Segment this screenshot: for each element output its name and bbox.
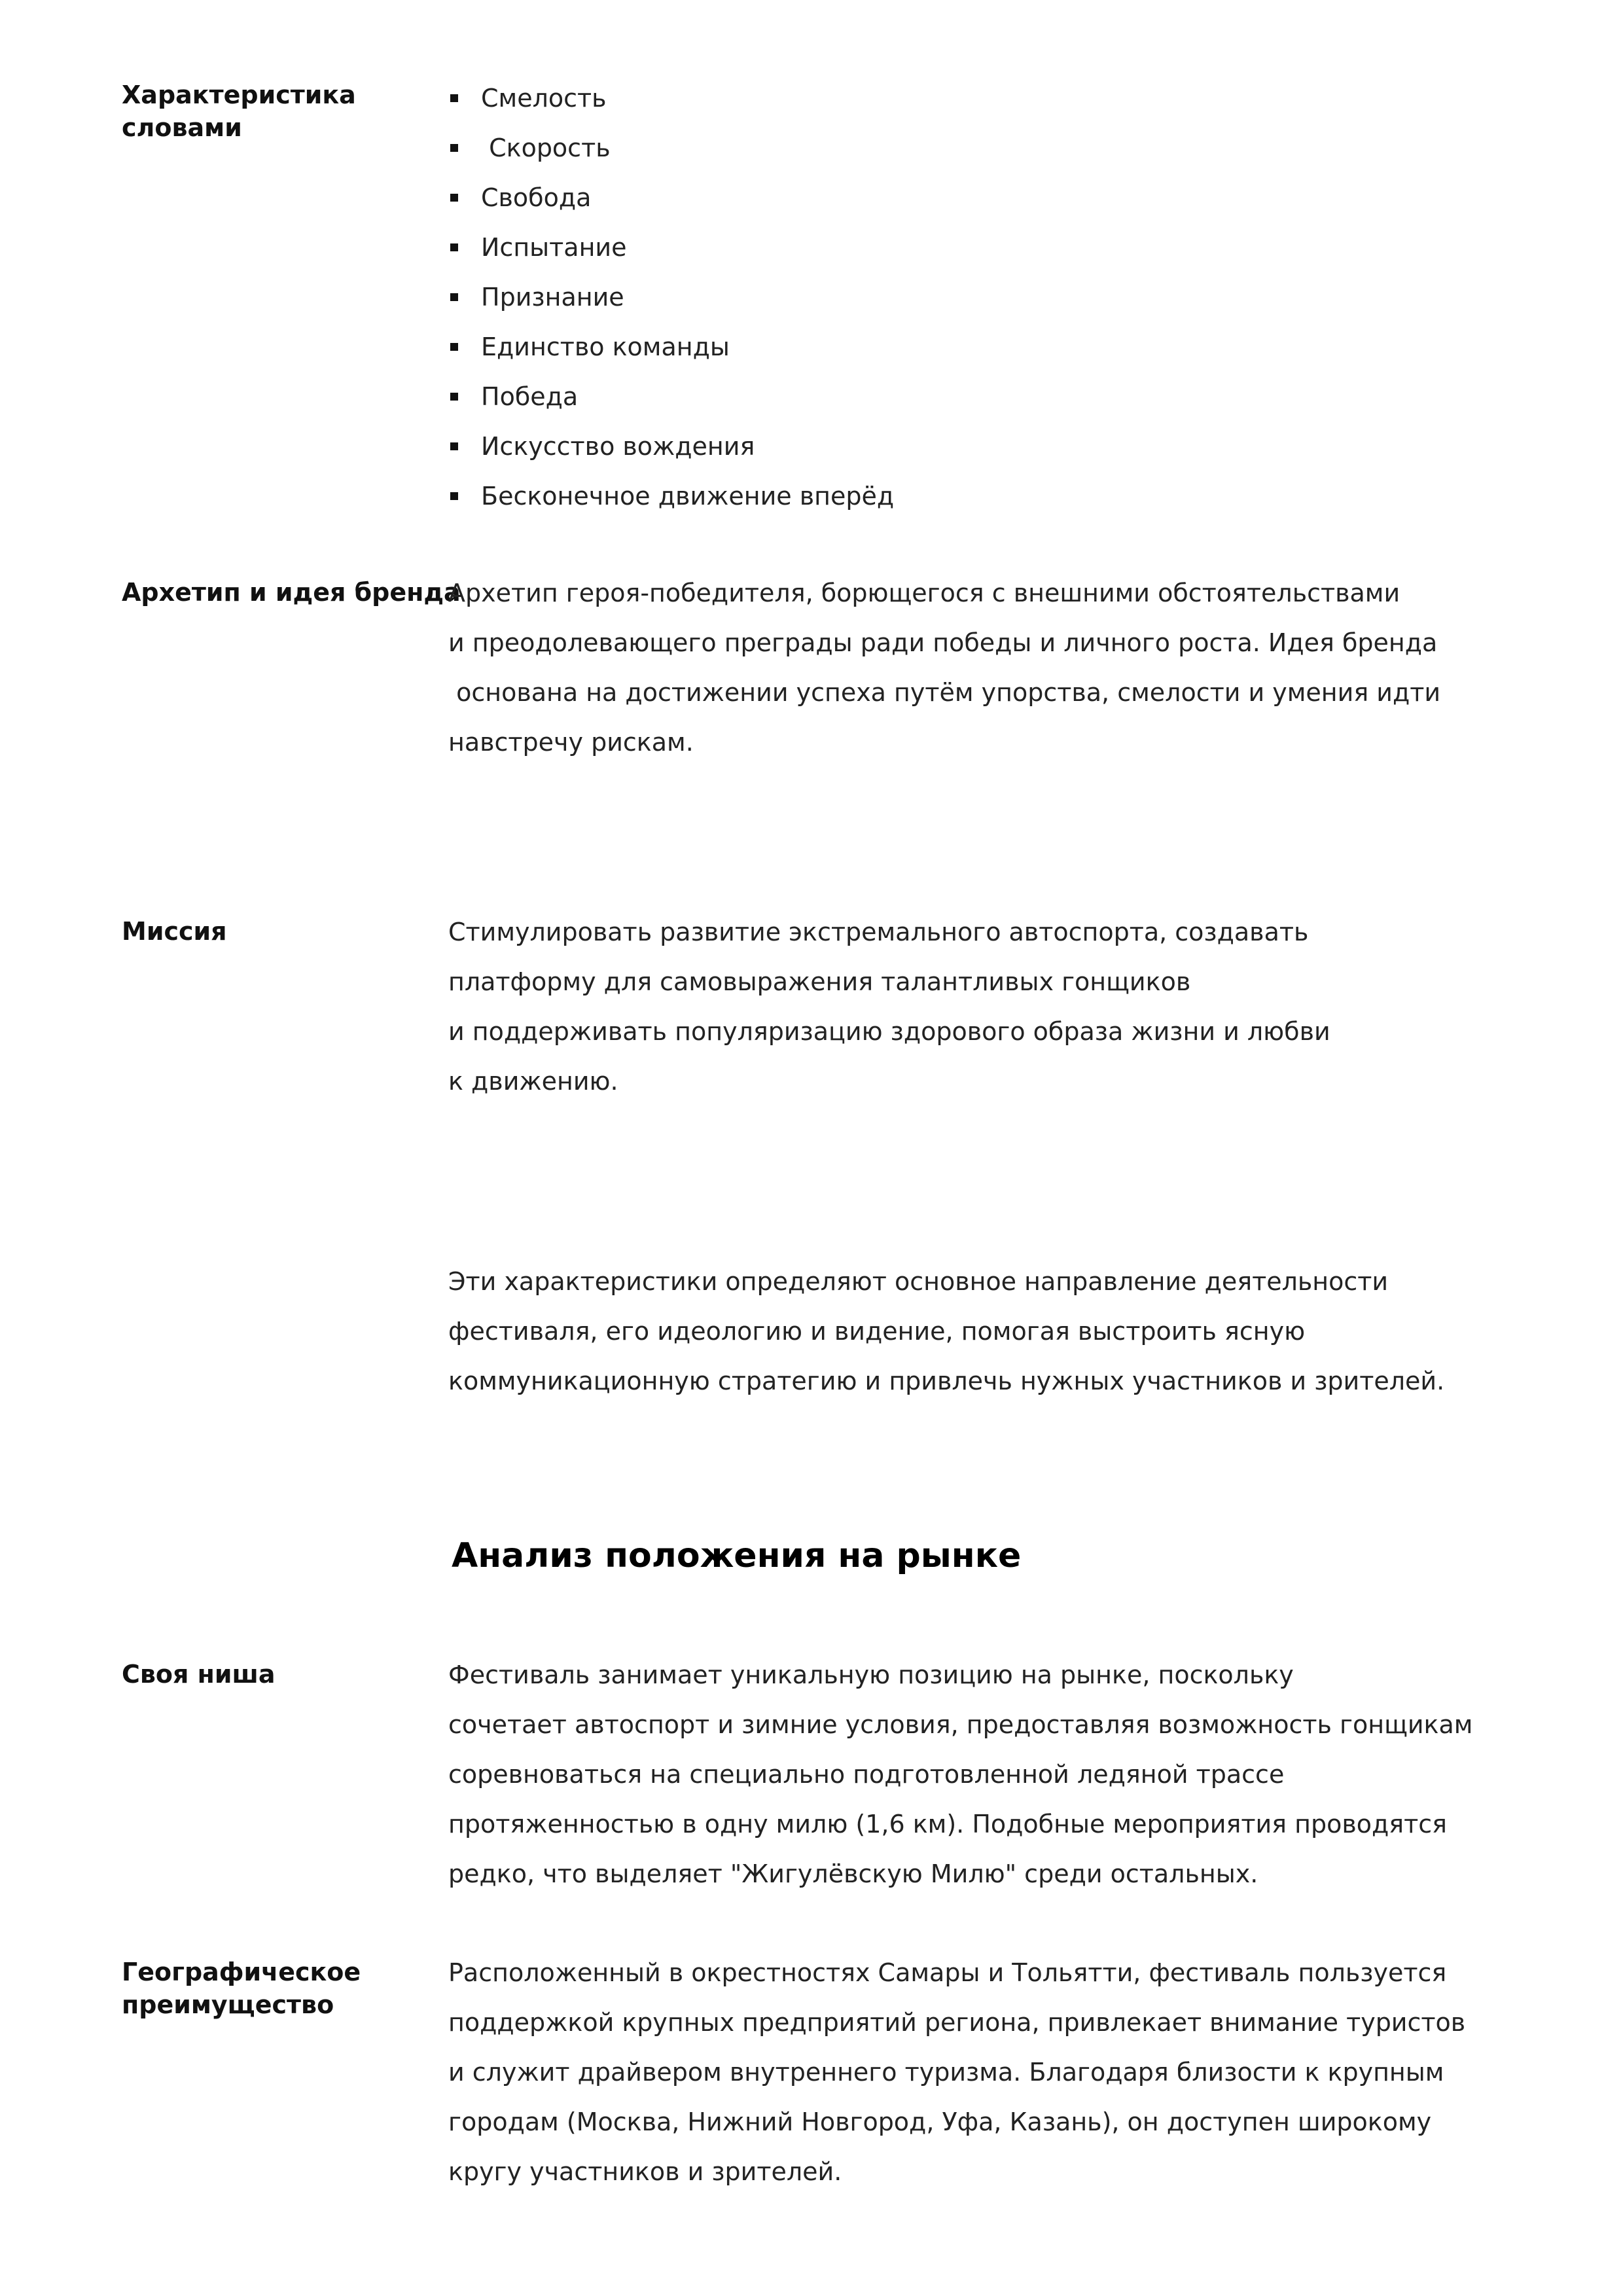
paragraph-line: Эти характеристики определяют основное направление деятельности [448, 1267, 1389, 1296]
paragraph-line: основана на достижении успеха путём упорства, смелости и умения идти [448, 678, 1441, 707]
characteristics-label-line: словами [122, 113, 242, 142]
list-item [448, 372, 894, 422]
paragraph-line: платформу для самовыражения талантливых гонщиков [448, 967, 1191, 996]
square-bullet-icon [450, 243, 458, 251]
paragraph-line: к движению. [448, 1067, 618, 1096]
square-bullet-icon [450, 343, 458, 351]
list-item [448, 123, 894, 173]
paragraph-line: Архетип героя-победителя, борющегося с внешними обстоятельствами [448, 579, 1400, 607]
geography-paragraph [448, 1948, 1508, 2197]
square-bullet-icon [450, 144, 458, 152]
paragraph-line: коммуникационную стратегию и привлечь нужных участников и зрителей. [448, 1367, 1445, 1395]
list-item-text: Скорость [481, 134, 611, 162]
geography-label-line: Географическое [122, 1958, 361, 1986]
paragraph-line: соревноваться на специально подготовленной ледяной трассе [448, 1760, 1285, 1789]
paragraph-line: и служит драйвером внутреннего туризма. Благодаря близости к крупным [448, 2058, 1444, 2087]
archetype-label-text: Архетип и идея бренда [122, 578, 461, 607]
square-bullet-icon [450, 194, 458, 202]
list-item-text: Бесконечное движение вперёд [481, 482, 895, 511]
paragraph-line: и преодолевающего преграды ради победы и личного роста. Идея бренда [448, 628, 1438, 657]
archetype-label [122, 576, 461, 609]
square-bullet-icon [450, 293, 458, 301]
niche-label [122, 1658, 429, 1691]
list-item [448, 73, 894, 123]
paragraph-line: поддержкой крупных предприятий региона, привлекает внимание туристов [448, 2008, 1466, 2037]
characteristics-label [122, 79, 429, 144]
paragraph-line: редко, что выделяет "Жигулёвскую Милю" среди остальных. [448, 1859, 1258, 1888]
paragraph-line: кругу участников и зрителей. [448, 2157, 842, 2186]
mission-paragraph [448, 907, 1508, 1106]
characteristics-list [448, 73, 894, 521]
summary-paragraph [448, 1257, 1508, 1406]
list-item-text: Единство команды [481, 332, 730, 361]
list-item-text: Свобода [481, 183, 592, 212]
section-title: Анализ положения на рынке [452, 1536, 1022, 1575]
niche-paragraph [448, 1650, 1508, 1899]
mission-label [122, 915, 429, 948]
list-item [448, 322, 894, 372]
paragraph-line: Стимулировать развитие экстремального автоспорта, создавать [448, 918, 1309, 946]
list-item-text: Победа [481, 382, 579, 411]
paragraph-line: навстречу рискам. [448, 728, 694, 757]
list-item [448, 272, 894, 322]
paragraph-line: Фестиваль занимает уникальную позицию на рынке, поскольку [448, 1660, 1294, 1689]
square-bullet-icon [450, 393, 458, 401]
paragraph-line: и поддерживать популяризацию здорового образа жизни и любви [448, 1017, 1330, 1046]
mission-label-text: Миссия [122, 917, 227, 946]
archetype-paragraph [448, 568, 1508, 767]
list-item [448, 422, 894, 471]
list-item [448, 173, 894, 223]
niche-label-text: Своя ниша [122, 1660, 276, 1689]
list-item-text: Смелость [481, 84, 607, 113]
square-bullet-icon [450, 492, 458, 500]
list-item [448, 223, 894, 272]
square-bullet-icon [450, 442, 458, 450]
list-item-text: Испытание [481, 233, 627, 262]
paragraph-line: сочетает автоспорт и зимние условия, предоставляя возможность гонщикам [448, 1710, 1473, 1739]
paragraph-line: городам (Москва, Нижний Новгород, Уфа, Казань), он доступен широкому [448, 2108, 1432, 2136]
list-item-text: Искусство вождения [481, 432, 755, 461]
paragraph-line: протяженностью в одну милю (1,6 км). Подобные мероприятия проводятся [448, 1810, 1447, 1839]
geography-label-line: преимущество [122, 1990, 334, 2019]
square-bullet-icon [450, 94, 458, 102]
geography-label [122, 1956, 429, 2021]
characteristics-label-line: Характеристика [122, 81, 356, 109]
paragraph-line: фестиваля, его идеологию и видение, помогая выстроить ясную [448, 1317, 1306, 1346]
list-item-text: Признание [481, 283, 624, 312]
list-item [448, 471, 894, 521]
paragraph-line: Расположенный в окрестностях Самары и Тольятти, фестиваль пользуется [448, 1958, 1447, 1987]
